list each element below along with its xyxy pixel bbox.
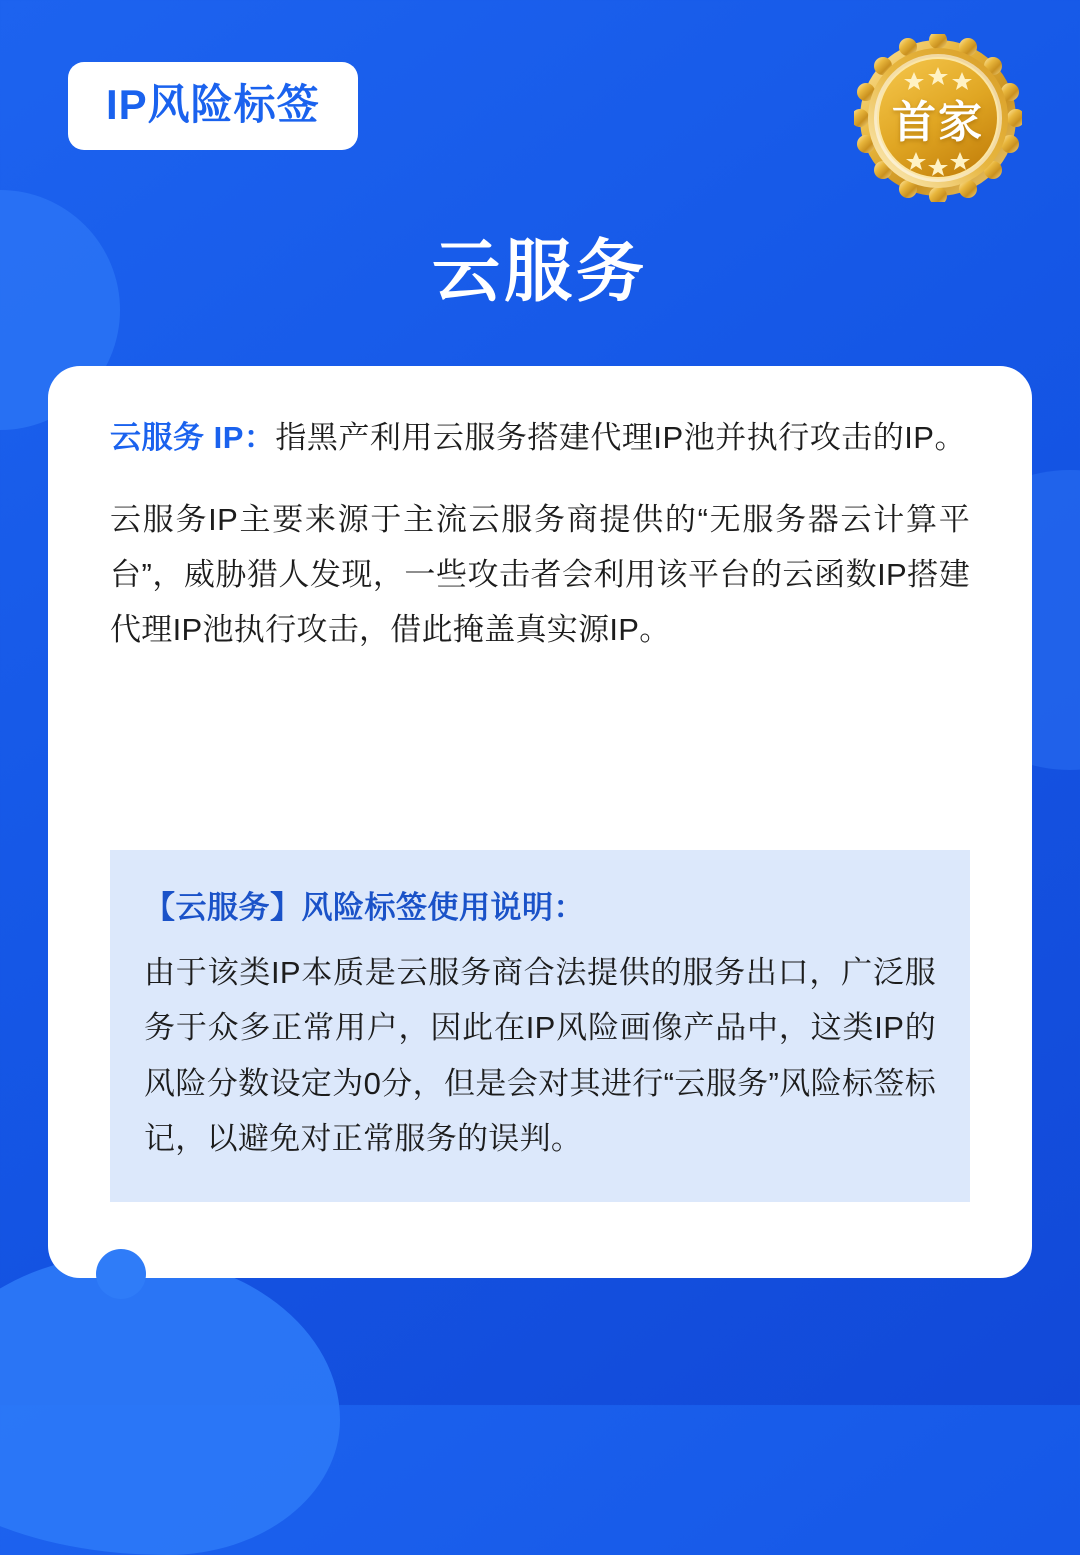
usage-note-box [110, 850, 970, 1202]
definition-text: 指黑产利用云服务搭建代理IP池并执行攻击的IP。 [275, 420, 966, 455]
definition-term: 云服务 IP： [110, 420, 276, 455]
content-card [48, 366, 1032, 1278]
seal-label: 首家 [892, 98, 984, 147]
definition-paragraph [110, 414, 970, 462]
decorative-dot [96, 1249, 146, 1299]
header-tag: IP风险标签 [68, 62, 358, 150]
usage-note-text: 由于该类IP本质是云服务商合法提供的服务出口，广泛服务于众多正常用户，因此在IP风险画像产品中，这类IP的风险分数设定为0分，但是会对其进行“云服务”风险标签标记，以避免对正常服务的误判。 [144, 955, 936, 1156]
usage-note-title: 【云服务】风险标签使用说明： [144, 890, 585, 926]
decorative-blob-bottom [0, 1255, 340, 1555]
page-title: 云服务 [431, 234, 648, 310]
body-paragraph: 云服务IP主要来源于主流云服务商提供的“无服务器云计算平台”，威胁猎人发现，一些攻击者会利用该平台的云函数IP搭建代理IP池执行攻击，借此掩盖真实源IP。 [110, 502, 970, 648]
first-place-seal-badge [854, 34, 1022, 202]
